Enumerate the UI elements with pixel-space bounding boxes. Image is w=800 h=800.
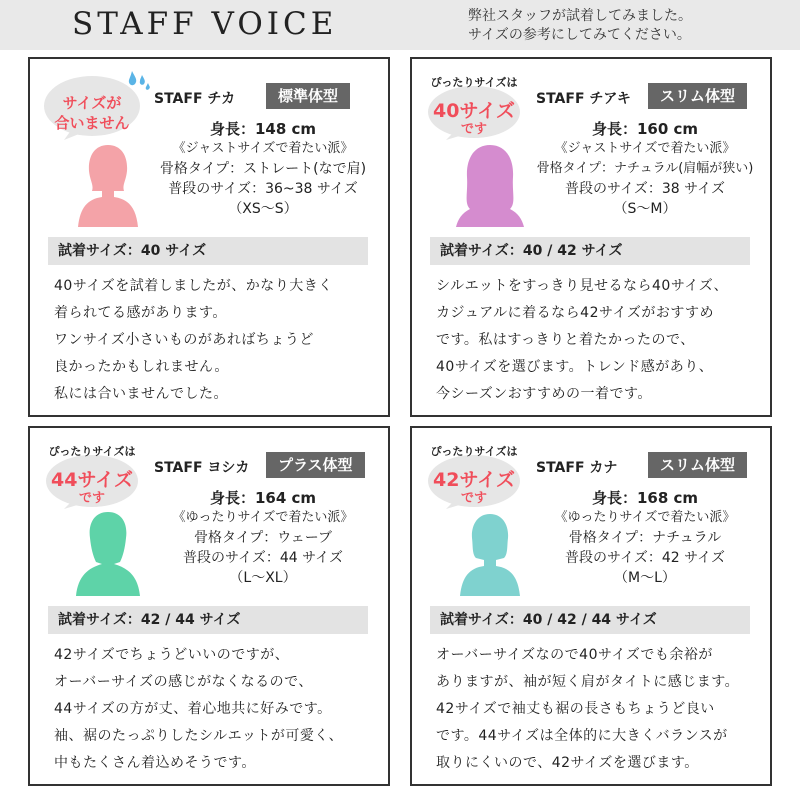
trial-size-bar: 試着サイズ：40 サイズ	[48, 237, 368, 265]
staff-name: STAFF カナ	[536, 460, 618, 476]
header-note	[468, 7, 692, 45]
comment-line: 42サイズで袖丈も裾の長さもちょうど良い	[436, 701, 715, 717]
comment-line: 42サイズでちょうどいいのですが、	[54, 647, 290, 663]
fit-bubble	[424, 443, 524, 509]
comment-line: 中もたくさん着込めそうです。	[54, 755, 256, 771]
comment-line: カジュアルに着るなら42サイズがおすすめ	[436, 305, 714, 321]
staff-profile	[140, 488, 386, 588]
page-title: STAFF VOICE	[72, 6, 338, 42]
woman-silhouette-icon	[450, 506, 530, 596]
staff-name: STAFF チアキ	[536, 91, 631, 107]
staff-card-kana	[410, 426, 772, 786]
trial-size-bar: 試着サイズ：40 / 42 サイズ	[430, 237, 750, 265]
fit-bubble	[42, 443, 142, 509]
staff-style-preference: 《ジャストサイズで着たい派》	[172, 141, 354, 156]
staff-frame-type: 骨格タイプ：ナチュラル(肩幅が狭い)	[536, 161, 754, 176]
staff-profile	[140, 119, 386, 219]
comment-line: 44サイズの方が丈、着心地共に好みです。	[54, 701, 332, 717]
bubble-line1: 40サイズ	[433, 100, 515, 122]
staff-profile	[522, 488, 768, 588]
bubble-line1: サイズが	[62, 94, 122, 112]
staff-card-chiaki	[410, 57, 772, 417]
staff-usual-size-range: （M〜L）	[614, 570, 676, 586]
staff-usual-size-range: （XS〜S）	[228, 201, 298, 217]
comment-line: 今シーズンおすすめの一着です。	[436, 386, 652, 402]
staff-comment	[436, 273, 766, 408]
woman-silhouette-icon	[68, 137, 148, 227]
woman-silhouette-icon	[68, 506, 148, 596]
staff-comment	[54, 273, 384, 408]
comment-line: 袖、裾のたっぷりしたシルエットが可愛く、	[54, 728, 344, 744]
comment-line: 40サイズを試着しましたが、かなり大きく	[54, 278, 333, 294]
comment-line: 着られてる感があります。	[54, 305, 227, 321]
bubble-caption: ぴったりサイズは	[48, 445, 136, 458]
bubble-line2: です	[460, 491, 487, 506]
sweat-drops-icon	[126, 69, 152, 93]
staff-card-yoshika	[28, 426, 390, 786]
bubble-line2: 合いません	[54, 114, 130, 132]
staff-height: 身長：168 cm	[591, 489, 699, 507]
header-bar	[0, 0, 800, 50]
comment-line: オーバーサイズの感じがなくなるので、	[54, 674, 313, 690]
bubble-line2: です	[460, 122, 487, 137]
staff-frame-type: 骨格タイプ：ウェーブ	[193, 530, 333, 546]
woman-silhouette-icon	[450, 137, 530, 227]
staff-usual-size-range: （S〜M）	[613, 201, 677, 217]
staff-frame-type: 骨格タイプ：ストレート(なで肩)	[159, 161, 367, 177]
comment-line: 取りにくいので、42サイズを選びます。	[436, 755, 699, 771]
fit-bubble	[424, 74, 524, 140]
comment-line: 私には合いませんでした。	[54, 386, 228, 402]
comment-line: 40サイズを選びます。トレンド感があり、	[436, 359, 714, 375]
comment-line: シルエットをすっきり見せるなら40サイズ、	[436, 278, 729, 294]
staff-comment	[54, 642, 384, 777]
staff-height: 身長：164 cm	[209, 489, 317, 507]
staff-name: STAFF ヨシカ	[154, 460, 250, 476]
comment-line: オーバーサイズなので40サイズでも余裕が	[436, 647, 713, 663]
staff-usual-size: 普段のサイズ：36~38 サイズ	[168, 181, 358, 197]
staff-comment	[436, 642, 766, 777]
body-type-badge: プラス体型	[266, 452, 365, 478]
bubble-caption: ぴったりサイズは	[430, 76, 518, 89]
comment-line: 良かったかもしれません。	[54, 359, 229, 375]
header-note-line1: 弊社スタッフが試着してみました。	[468, 8, 692, 24]
staff-style-preference: 《ゆったりサイズで着たい派》	[554, 510, 736, 525]
comment-line: です。私はすっきりと着たかったので、	[436, 332, 695, 348]
staff-usual-size: 普段のサイズ：42 サイズ	[564, 550, 726, 566]
staff-card-chika	[28, 57, 390, 417]
body-type-badge: スリム体型	[648, 452, 747, 478]
bubble-line1: 44サイズ	[51, 469, 133, 491]
staff-usual-size: 普段のサイズ：44 サイズ	[182, 550, 344, 566]
staff-style-preference: 《ジャストサイズで着たい派》	[554, 141, 736, 156]
staff-height: 身長：160 cm	[591, 120, 699, 138]
body-type-badge: 標準体型	[266, 83, 350, 109]
staff-style-preference: 《ゆったりサイズで着たい派》	[172, 510, 354, 525]
staff-usual-size-range: （L〜XL）	[229, 570, 297, 586]
staff-frame-type: 骨格タイプ：ナチュラル	[568, 530, 722, 546]
staff-name: STAFF チカ	[154, 91, 236, 107]
comment-line: ありますが、袖が短く肩がタイトに感じます。	[436, 674, 740, 690]
header-note-line2: サイズの参考にしてみてください。	[468, 27, 691, 43]
bubble-caption: ぴったりサイズは	[430, 445, 518, 458]
staff-profile	[522, 119, 768, 219]
body-type-badge: スリム体型	[648, 83, 747, 109]
bubble-line2: です	[78, 491, 105, 506]
trial-size-bar: 試着サイズ：42 / 44 サイズ	[48, 606, 368, 634]
bubble-line1: 42サイズ	[433, 469, 515, 491]
comment-line: ワンサイズ小さいものがあればちょうど	[54, 332, 314, 348]
trial-size-bar: 試着サイズ：40 / 42 / 44 サイズ	[430, 606, 750, 634]
staff-height: 身長：148 cm	[209, 120, 317, 138]
comment-line: です。44サイズは全体的に大きくバランスが	[436, 728, 728, 744]
staff-usual-size: 普段のサイズ：38 サイズ	[564, 181, 726, 197]
